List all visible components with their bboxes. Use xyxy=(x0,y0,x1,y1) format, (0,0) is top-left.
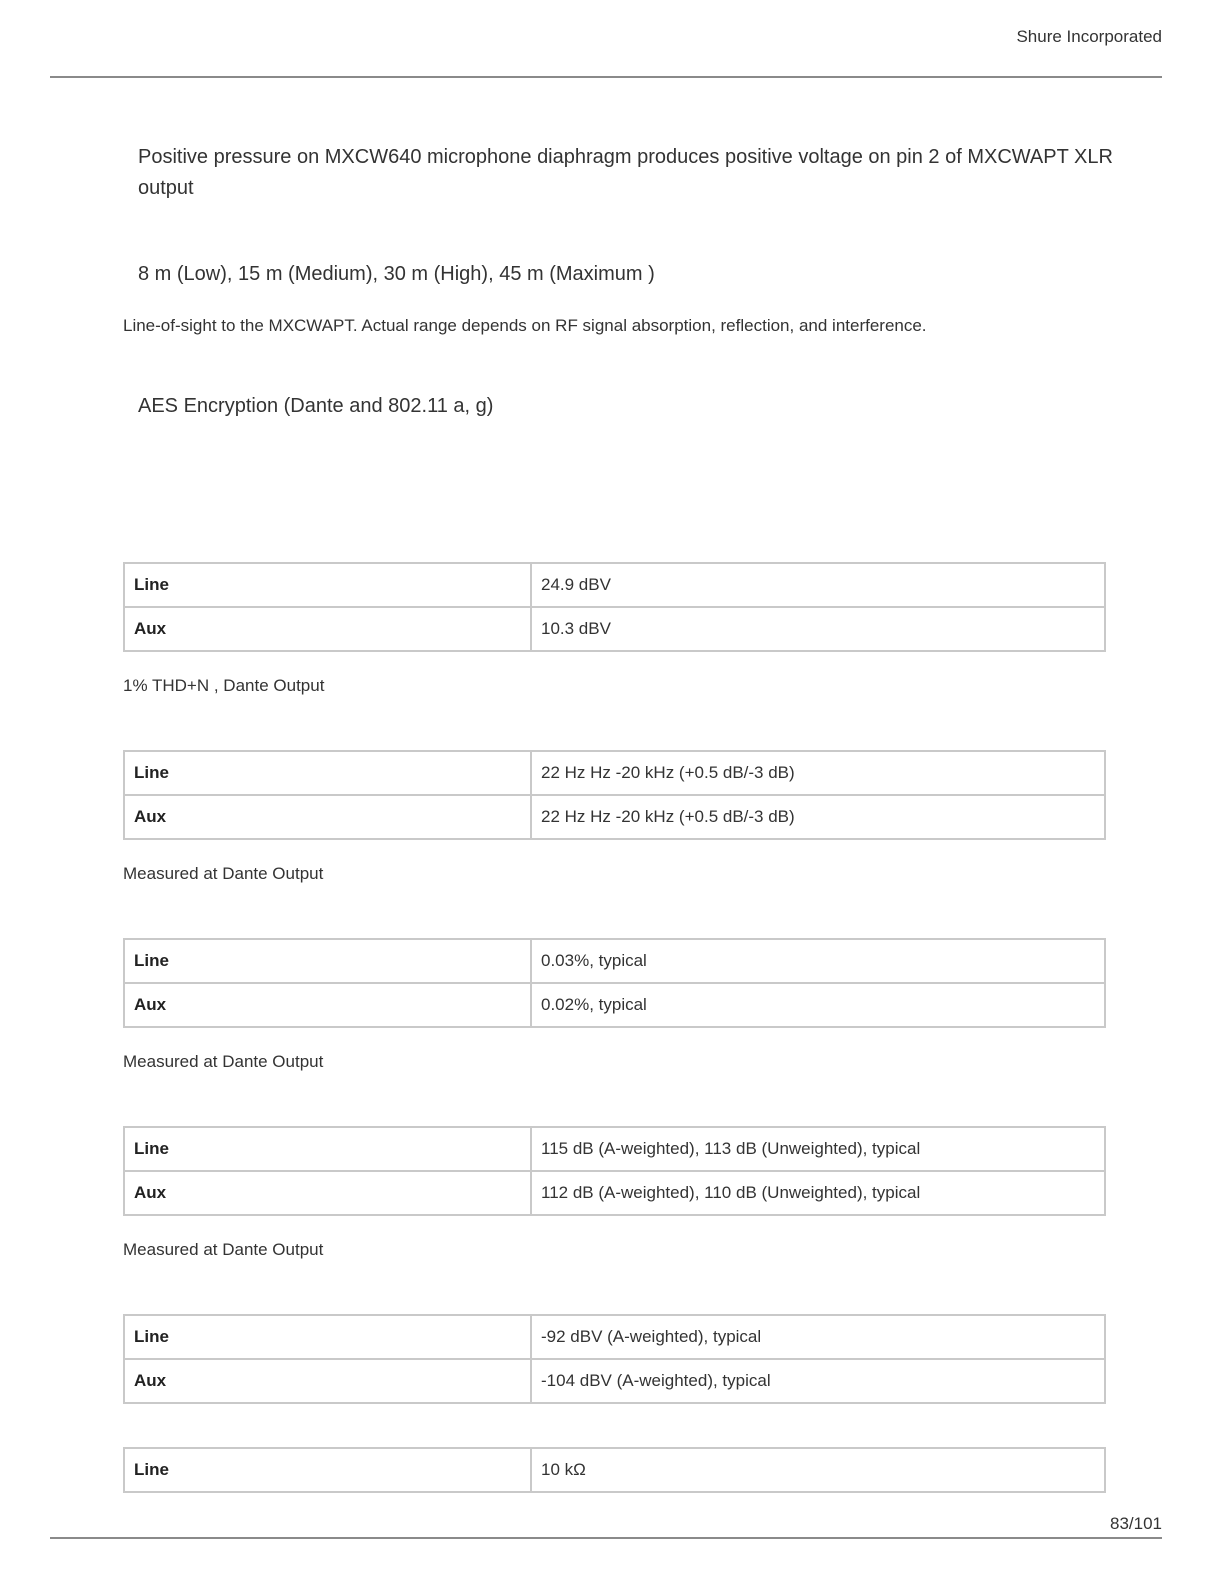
table-row xyxy=(124,1448,1105,1492)
table-note: Measured at Dante Output xyxy=(123,1052,324,1071)
table-row xyxy=(124,1359,1105,1403)
encryption-value: AES Encryption (Dante and 802.11 a, g) xyxy=(138,395,494,417)
row-value: 10 kΩ xyxy=(531,1448,1105,1492)
table-note: Measured at Dante Output xyxy=(123,864,324,883)
row-value: 24.9 dBV xyxy=(531,563,1105,607)
row-label: Line xyxy=(124,1448,531,1492)
table-row xyxy=(124,563,1105,607)
table-row xyxy=(124,751,1105,795)
row-value: 112 dB (A-weighted), 110 dB (Unweighted), typical xyxy=(531,1171,1105,1215)
row-label: Line xyxy=(124,1127,531,1171)
row-label: Line xyxy=(124,563,531,607)
table-row xyxy=(124,1315,1105,1359)
row-label: Line xyxy=(124,1315,531,1359)
row-label: Aux xyxy=(124,1171,531,1215)
row-label: Aux xyxy=(124,795,531,839)
spec-table-impedance xyxy=(123,1447,1106,1493)
table-note: 1% THD+N , Dante Output xyxy=(123,676,325,695)
header-company-name: Shure Incorporated xyxy=(1016,27,1162,46)
row-label: Line xyxy=(124,939,531,983)
spec-table-output-level xyxy=(123,562,1106,652)
table-note: Measured at Dante Output xyxy=(123,1240,324,1259)
row-label: Aux xyxy=(124,983,531,1027)
spec-table-noise-floor xyxy=(123,1314,1106,1404)
table-row xyxy=(124,939,1105,983)
row-value: 10.3 dBV xyxy=(531,607,1105,651)
table-row xyxy=(124,795,1105,839)
row-value: 22 Hz Hz -20 kHz (+0.5 dB/-3 dB) xyxy=(531,795,1105,839)
row-value: 115 dB (A-weighted), 113 dB (Unweighted), typical xyxy=(531,1127,1105,1171)
page-number: 83/101 xyxy=(1110,1514,1162,1533)
range-note: Line-of-sight to the MXCWAPT. Actual range depends on RF signal absorption, reflection, and interference. xyxy=(123,316,927,335)
row-label: Aux xyxy=(124,607,531,651)
table-row xyxy=(124,1127,1105,1171)
row-value: 0.03%, typical xyxy=(531,939,1105,983)
table-row xyxy=(124,983,1105,1027)
row-label: Aux xyxy=(124,1359,531,1403)
row-label: Line xyxy=(124,751,531,795)
spec-table-dynamic-range xyxy=(123,1126,1106,1216)
polarity-value: Positive pressure on MXCW640 microphone diaphragm produces positive voltage on pin 2 of MXCWAPT XLR output xyxy=(138,146,1113,199)
row-value: 22 Hz Hz -20 kHz (+0.5 dB/-3 dB) xyxy=(531,751,1105,795)
table-row xyxy=(124,607,1105,651)
range-value: 8 m (Low), 15 m (Medium), 30 m (High), 45 m (Maximum ) xyxy=(138,263,655,285)
row-value: -92 dBV (A-weighted), typical xyxy=(531,1315,1105,1359)
header-divider xyxy=(50,76,1162,78)
table-row xyxy=(124,1171,1105,1215)
footer-divider xyxy=(50,1537,1162,1539)
spec-table-frequency-response xyxy=(123,750,1106,840)
spec-table-thd xyxy=(123,938,1106,1028)
row-value: 0.02%, typical xyxy=(531,983,1105,1027)
row-value: -104 dBV (A-weighted), typical xyxy=(531,1359,1105,1403)
